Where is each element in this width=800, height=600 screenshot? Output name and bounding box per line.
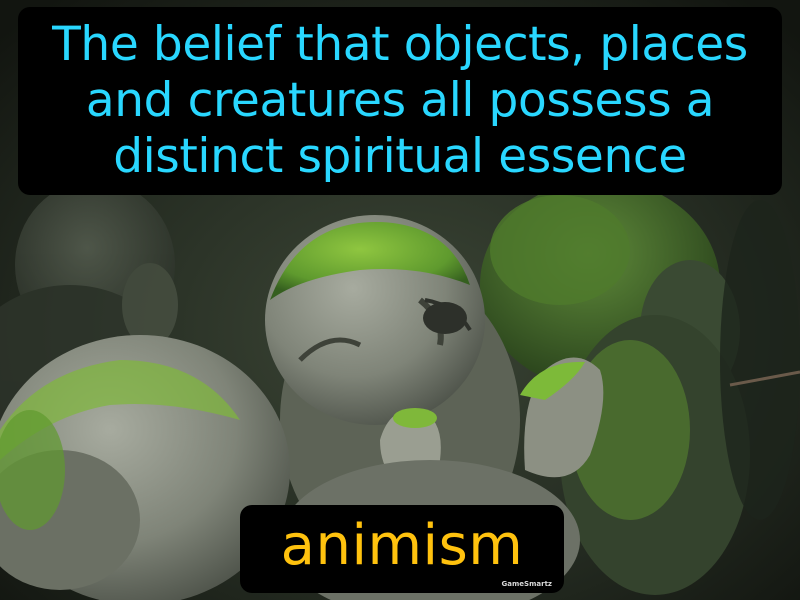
definition-box bbox=[18, 7, 782, 195]
term-label: animism bbox=[280, 513, 524, 578]
definition-line-3: distinct spiritual essence bbox=[113, 129, 687, 184]
definition-line-2: and creatures all possess a bbox=[85, 73, 715, 128]
definition-line-1: The belief that objects, places bbox=[52, 17, 748, 72]
term-box bbox=[240, 505, 564, 593]
brand-watermark: GameSmartz bbox=[501, 580, 552, 588]
